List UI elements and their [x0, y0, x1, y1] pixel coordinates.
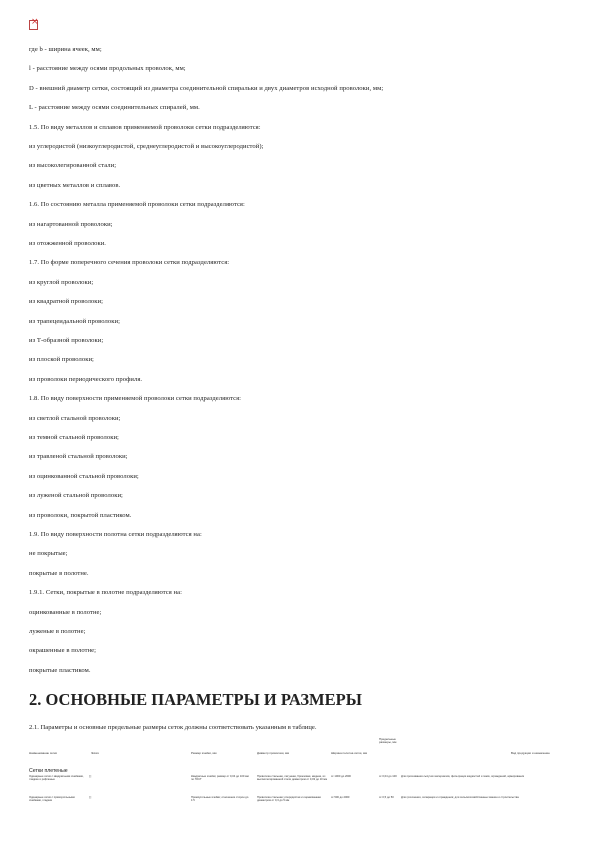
body-line: где b - ширина ячеек, мм; — [29, 46, 102, 53]
body-line: из Т-образной проволоки; — [29, 337, 104, 344]
table-cell: от 500 до 2000 — [331, 796, 350, 799]
body-line: из проволоки, покрытой пластиком. — [29, 511, 132, 519]
body-line: не покрытые; — [29, 550, 68, 558]
table-header-cell: Предельные размеры, мм — [379, 738, 397, 745]
body-line: из травленой стальной проволоки; — [29, 453, 128, 461]
table-cell: Прямоугольные ячейки; отношение сторон до 1:5 — [191, 796, 249, 803]
body-line: покрытые пластиком. — [29, 666, 91, 674]
body-line: из оцинкованной стальной проволоки; — [29, 472, 139, 480]
section-heading: 2. ОСНОВНЫЕ ПАРАМЕТРЫ И РАЗМЕРЫ — [29, 690, 362, 709]
body-line: 1.6. По состоянию металла применяемой проволоки сетки подразделяются: — [29, 201, 245, 209]
table-cell: Одинарные сетки с прямоугольными ячейками, гладкие — [29, 796, 75, 803]
table-cell: Проволока стальная углеродистая и оцинкованная диаметром от 0,3 до 5 мм — [257, 796, 321, 803]
body-line: окрашенные в полотне; — [29, 647, 97, 655]
body-line: оцинкованные в полотне; — [29, 608, 102, 616]
table-cell: Квадратные ячейки; размер от 0,04 до 100 мм по ГОСТ — [191, 775, 249, 782]
table-cell: от 1000 до 2000 — [331, 775, 351, 778]
table-cell: [ ] — [89, 796, 92, 799]
table-cell: [ ] — [89, 775, 92, 778]
body-line: из нагартованной проволоки; — [29, 220, 113, 228]
table-cell: от 0,5 до 50 — [379, 796, 394, 799]
table-cell: от 0,04 до 100 — [379, 775, 397, 778]
body-line: из круглой проволоки; — [29, 278, 94, 286]
body-line: L - расстояние между осями соединительных спиралей, мм. — [29, 104, 200, 112]
body-line: 1.9. По виду поверхности полотна сетки подразделяются на: — [29, 531, 202, 538]
body-line: из высоколегированной стали; — [29, 162, 117, 170]
table-cell: Для грохочения, сепарации и ограждения; для сельскохозяйственных машин и строительства — [401, 796, 519, 799]
table-cell: Проволока стальная, латунная, бронзовая, медная, из высоколегированной стали диаметром от 0,03 до 10 мм — [257, 775, 328, 782]
body-line: 1.8. По виду поверхности применяемой проволоки сетки подразделяются: — [29, 395, 242, 403]
table-row-title: Сетки плетеные — [29, 768, 68, 774]
body-line: из квадратной проволоки; — [29, 298, 103, 306]
body-line: из луженой стальной проволоки; — [29, 492, 123, 500]
body-line: из трапецеидальной проволоки; — [29, 317, 120, 325]
body-line: из темной стальной проволоки; — [29, 434, 119, 441]
table-header-cell: Ширина полотна сетки, мм — [331, 752, 367, 755]
table-header-cell: Наименование сетки — [29, 752, 58, 755]
table-header-cell: Размер ячейки, мм — [191, 752, 217, 755]
body-line: 1.7. По форме поперечного сечения проволоки сетки подразделяются: — [29, 259, 230, 267]
table-header-cell: Эскиз — [91, 752, 99, 755]
body-line: покрытые в полотне. — [29, 569, 89, 577]
body-line: 1.5. По виду металлов и сплавов применяемой проволоки сетки подразделяются: — [29, 123, 261, 131]
body-line: l - расстояние между осями продольных проволок, мм; — [29, 65, 186, 73]
table-header-cell: Вид продукции и назначение — [511, 752, 550, 755]
table-cell: Одинарные сетки с квадратными ячейками, гладкие и рифленые — [29, 775, 84, 782]
body-line: D - внешний диаметр сетки, состоящий из диаметра соединительной спиральки и двух диаметров исходной проволоки, мм; — [29, 84, 384, 92]
broken-image-icon — [29, 20, 38, 30]
body-line: из цветных металлов и сплавов. — [29, 181, 121, 189]
body-line: из светлой стальной проволоки; — [29, 414, 121, 422]
body-line: из углеродистой (низкоуглеродистой, среднеуглеродистой и высокоуглеродистой); — [29, 143, 264, 150]
body-line: луженые в полотне; — [29, 628, 86, 635]
body-line: из проволоки периодического профиля. — [29, 375, 143, 383]
table-cell: Для просеивания сыпучих материалов, фильтрации жидкостей и газов, ограждений, армирования — [401, 775, 525, 778]
body-line: из отожженной проволоки. — [29, 240, 106, 247]
body-line: 1.9.1. Сетки, покрытые в полотне подразделяются на: — [29, 589, 182, 597]
table-header-cell: Диаметр проволоки, мм — [257, 752, 290, 755]
section-intro: 2.1. Параметры и основные предельные размеры сеток должны соответствовать указанным в таблице. — [29, 724, 317, 731]
body-line: из плоской проволоки; — [29, 356, 94, 364]
